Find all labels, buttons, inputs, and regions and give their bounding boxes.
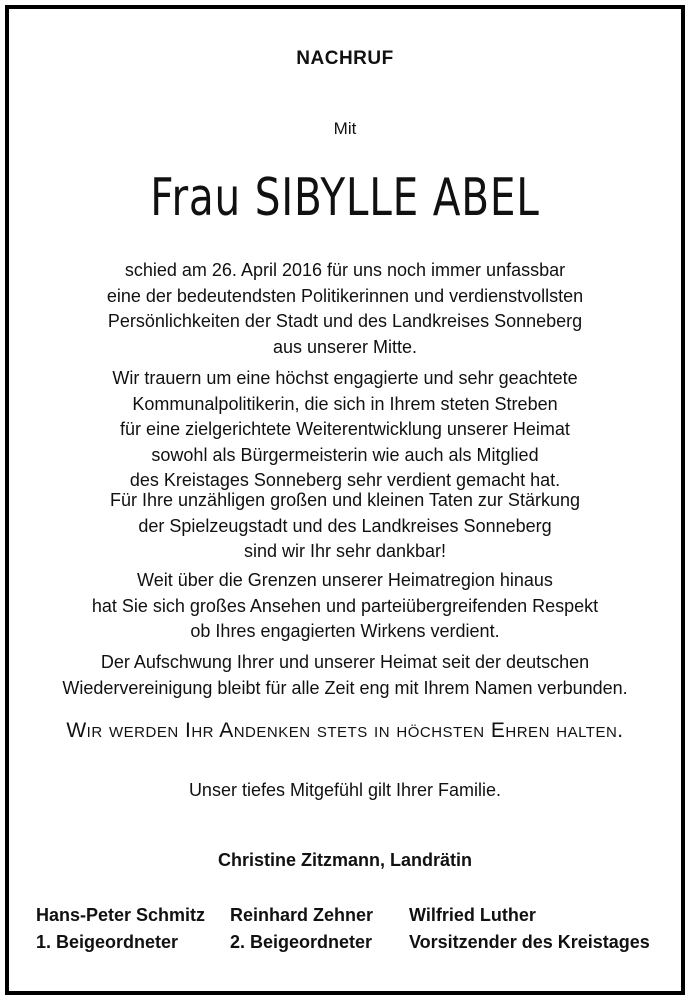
signatory-role: Vorsitzender des Kreistages bbox=[409, 932, 650, 952]
signatory-name: Wilfried Luther bbox=[409, 905, 536, 925]
signatory-name: Reinhard Zehner bbox=[230, 905, 374, 925]
signatory-2 bbox=[230, 902, 373, 956]
deceased-name: Frau SIBYLLE ABEL bbox=[150, 168, 540, 228]
paragraph-3 bbox=[0, 488, 690, 565]
motto: Wir werden Ihr Andenken stets in höchsten Ehren halten. bbox=[66, 719, 624, 742]
paragraph-line: aus unserer Mitte. bbox=[272, 336, 418, 357]
paragraph-line: Kommunalpolitikerin, die sich in Ihrem steten Streben bbox=[132, 393, 558, 414]
paragraph-line: Wir trauern um eine höchst engagierte und sehr geachtete bbox=[112, 368, 578, 388]
paragraph-line: Weit über die Grenzen unserer Heimatregion hinaus bbox=[137, 570, 553, 590]
signatory-role: 2. Beigeordneter bbox=[230, 932, 373, 952]
paragraph-line: Für Ihre unzähligen großen und kleinen Taten zur Stärkung bbox=[110, 490, 580, 510]
paragraph-1 bbox=[0, 258, 690, 360]
paragraph-line: eine der bedeutendsten Politikerinnen und verdienstvollsten bbox=[106, 285, 584, 306]
paragraph-line: ob Ihres engagierten Wirkens verdient. bbox=[190, 621, 500, 641]
paragraph-line: Wiedervereinigung bleibt für alle Zeit eng mit Ihrem Namen verbunden. bbox=[62, 677, 628, 698]
signatory-3 bbox=[409, 902, 650, 956]
paragraph-2 bbox=[0, 366, 690, 494]
sympathy-line: Unser tiefes Mitgefühl gilt Ihrer Familie. bbox=[188, 780, 502, 800]
signatory-role: 1. Beigeordneter bbox=[36, 932, 179, 952]
chair-signature: Christine Zitzmann, Landrätin bbox=[217, 850, 472, 870]
paragraph-line: sind wir Ihr sehr dankbar! bbox=[243, 541, 447, 561]
signatory-1 bbox=[36, 902, 205, 956]
paragraph-4 bbox=[0, 568, 690, 645]
heading: NACHRUF bbox=[296, 48, 394, 69]
intro-word: Mit bbox=[333, 119, 357, 138]
signatory-name: Hans-Peter Schmitz bbox=[36, 905, 206, 925]
paragraph-line: sowohl als Bürgermeisterin wie auch als Mitglied bbox=[151, 444, 539, 465]
paragraph-5 bbox=[0, 650, 690, 701]
paragraph-line: des Kreistages Sonneberg sehr verdient gemacht hat. bbox=[129, 470, 561, 490]
paragraph-line: für eine zielgerichtete Weiterentwicklung unserer Heimat bbox=[120, 419, 570, 439]
paragraph-line: Der Aufschwung Ihrer und unserer Heimat seit der deutschen bbox=[100, 652, 590, 672]
paragraph-line: hat Sie sich großes Ansehen und parteiübergreifenden Respekt bbox=[91, 595, 599, 616]
paragraph-line: schied am 26. April 2016 für uns noch immer unfassbar bbox=[124, 260, 566, 280]
paragraph-line: der Spielzeugstadt und des Landkreises Sonneberg bbox=[138, 515, 552, 536]
paragraph-line: Persönlichkeiten der Stadt und des Landkreises Sonneberg bbox=[107, 311, 583, 331]
